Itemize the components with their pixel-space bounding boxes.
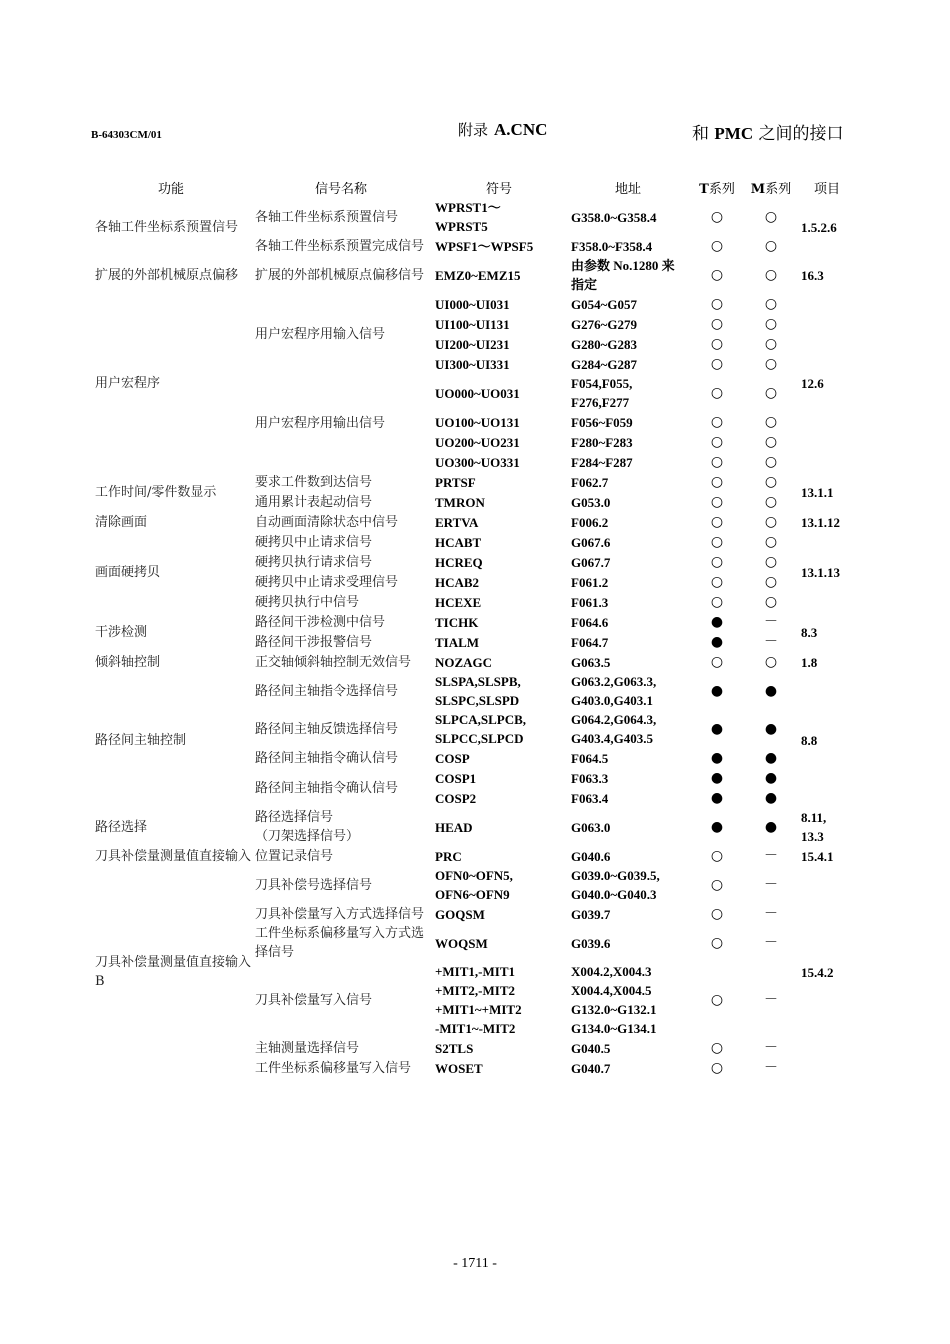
m-series-cell: － xyxy=(764,1059,778,1076)
address-cell: G040.5 xyxy=(571,1040,611,1056)
table-row xyxy=(91,198,857,236)
address-cell: F056~F059 xyxy=(571,414,633,430)
symbol-cell: TICHK xyxy=(435,614,479,630)
table-row xyxy=(91,652,857,672)
address-cell: G040.6 xyxy=(571,848,611,864)
table-body xyxy=(91,198,857,1078)
section-heading-suffix: 之间的接口 xyxy=(758,124,844,144)
t-series-cell: ○ xyxy=(710,433,724,450)
address-cell: F284~F287 xyxy=(571,454,633,470)
address-cell: F063.3 xyxy=(571,770,609,786)
t-series-cell: ○ xyxy=(710,1059,724,1076)
m-series-cell: ● xyxy=(764,682,778,699)
t-series-cell: ○ xyxy=(710,513,724,530)
signal-name-cell: 通用累计表起动信号 xyxy=(255,494,373,510)
column-header-signal-name: 信号名称 xyxy=(314,181,367,197)
m-series-cell: － xyxy=(764,847,778,864)
table-row xyxy=(91,672,857,710)
t-series-cell: ○ xyxy=(710,493,724,510)
appendix-label: 附录 xyxy=(458,121,489,139)
address-cell: F064.5 xyxy=(571,750,609,766)
function-cell: 路径间主轴控制 xyxy=(95,732,187,748)
t-series-cell: ● xyxy=(710,633,724,650)
t-series-cell: ○ xyxy=(710,653,724,670)
address-cell: G284~G287 xyxy=(571,356,637,372)
address-cell: G067.6 xyxy=(571,534,611,550)
symbol-cell: HCEXE xyxy=(435,594,482,610)
signal-name-cell: 工件坐标系偏移量写入信号 xyxy=(255,1060,412,1076)
symbol-cell: COSP2 xyxy=(435,790,477,806)
t-series-cell: ○ xyxy=(710,1039,724,1056)
symbol-cell: NOZAGC xyxy=(435,654,493,670)
symbol-cell: UI000~UI031 xyxy=(435,296,510,312)
column-header-address: 地址 xyxy=(614,181,641,197)
appendix-title: A.CNC xyxy=(494,120,548,139)
m-series-cell: ○ xyxy=(764,433,778,450)
address-cell: 由参数 No.1280 来 指定 xyxy=(571,258,675,292)
signal-name-cell: 硬拷贝中止请求受理信号 xyxy=(255,574,399,590)
signal-name-cell: 扩展的外部机械原点偏移信号 xyxy=(255,267,425,283)
t-series-cell: ○ xyxy=(710,553,724,570)
function-cell: 刀具补偿量测量值直接输入 B xyxy=(95,955,252,989)
signal-name-cell: 位置记录信号 xyxy=(255,848,334,864)
t-series-cell: ● xyxy=(710,818,724,835)
symbol-cell: ERTVA xyxy=(435,514,479,530)
t-series-cell: ● xyxy=(710,720,724,737)
function-cell: 各轴工件坐标系预置信号 xyxy=(95,219,239,235)
column-header-t-series xyxy=(689,176,745,198)
symbol-cell: COSP xyxy=(435,750,470,766)
address-cell: F280~F283 xyxy=(571,434,633,450)
address-cell: F064.7 xyxy=(571,634,609,650)
m-series-cell: ○ xyxy=(764,208,778,225)
signal-name-cell: 用户宏程序用输入信号 xyxy=(255,326,386,342)
table-row xyxy=(91,256,857,294)
function-cell: 画面硬拷贝 xyxy=(95,564,161,580)
m-series-cell: ○ xyxy=(764,493,778,510)
address-cell: X004.2,X004.3 X004.4,X004.5 G132.0~G132.1 G134.0~G134.1 xyxy=(571,964,657,1036)
address-cell: G063.5 xyxy=(571,654,611,670)
t-series-cell: ○ xyxy=(710,533,724,550)
address-cell: G067.7 xyxy=(571,554,611,570)
m-series-cell: － xyxy=(764,613,778,630)
section-heading xyxy=(692,119,844,144)
signal-name-cell: 路径间主轴指令确认信号 xyxy=(255,750,399,766)
address-cell: F061.3 xyxy=(571,594,609,610)
m-series-cell: ● xyxy=(764,769,778,786)
m-series-cell: ○ xyxy=(764,473,778,490)
m-series-cell: ○ xyxy=(764,295,778,312)
symbol-cell: UI300~UI331 xyxy=(435,356,510,372)
symbol-cell: +MIT1,-MIT1 +MIT2,-MIT2 +MIT1~+MIT2 -MIT1~-MIT2 xyxy=(435,964,522,1036)
m-series-cell: ● xyxy=(764,818,778,835)
symbol-cell: PRTSF xyxy=(435,474,476,490)
t-series-cell: ● xyxy=(710,613,724,630)
signal-name-cell: 刀具补偿量写入方式选择信号 xyxy=(255,906,425,922)
function-cell: 工作时间/零件数显示 xyxy=(95,484,217,500)
signal-name-cell: 刀具补偿号选择信号 xyxy=(255,877,373,893)
address-cell: F358.0~F358.4 xyxy=(571,238,653,254)
signal-name-cell: 硬拷贝中止请求信号 xyxy=(255,534,373,550)
signal-name-cell: 刀具补偿量写入信号 xyxy=(255,992,373,1008)
column-header-function: 功能 xyxy=(157,181,184,197)
t-series-cell: ○ xyxy=(710,335,724,352)
address-cell: G039.0~G039.5, G040.0~G040.3 xyxy=(571,868,660,902)
symbol-cell: UO300~UO331 xyxy=(435,454,520,470)
m-series-cell: ○ xyxy=(764,315,778,332)
signal-name-cell: 要求工件数到达信号 xyxy=(255,474,373,490)
m-series-cell: － xyxy=(764,876,778,893)
address-cell: G358.0~G358.4 xyxy=(571,209,657,225)
signal-name-cell: 工件坐标系偏移量写入方式选择信号 xyxy=(255,926,425,960)
signal-name-cell: 正交轴倾斜轴控制无效信号 xyxy=(255,654,412,670)
function-cell: 扩展的外部机械原点偏移 xyxy=(95,267,239,283)
table-row xyxy=(91,846,857,866)
item-cell: 1.5.2.6 xyxy=(801,219,837,235)
signal-name-cell: 硬拷贝执行请求信号 xyxy=(255,554,373,570)
address-cell: F062.7 xyxy=(571,474,609,490)
address-cell: G040.7 xyxy=(571,1060,611,1076)
t-series-cell: ○ xyxy=(710,876,724,893)
m-series-cell: － xyxy=(764,905,778,922)
address-cell: F064.6 xyxy=(571,614,609,630)
t-series-cell: ○ xyxy=(710,847,724,864)
t-series-cell: ○ xyxy=(710,295,724,312)
t-series-cell: ○ xyxy=(710,266,724,283)
symbol-cell: UI100~UI131 xyxy=(435,316,510,332)
m-series-cell: ○ xyxy=(764,553,778,570)
symbol-cell: SLSPA,SLSPB, SLSPC,SLSPD xyxy=(435,674,521,708)
t-series-cell: ○ xyxy=(710,473,724,490)
function-cell: 清除画面 xyxy=(95,514,148,530)
signal-name-cell: 路径间干涉检测中信号 xyxy=(255,614,386,630)
address-cell: F063.4 xyxy=(571,790,609,806)
m-series-cell: ○ xyxy=(764,355,778,372)
address-cell: G280~G283 xyxy=(571,336,637,352)
t-series-cell: ● xyxy=(710,789,724,806)
table-row xyxy=(91,866,857,904)
signal-name-cell: 自动画面清除状态中信号 xyxy=(255,514,399,530)
table-row xyxy=(91,294,857,314)
t-series-cell: ○ xyxy=(710,315,724,332)
symbol-cell: EMZ0~EMZ15 xyxy=(435,267,521,283)
m-series-letter: M xyxy=(750,181,766,197)
appendix-heading xyxy=(458,119,547,140)
item-cell: 16.3 xyxy=(801,267,824,283)
item-cell: 8.11, 13.3 xyxy=(801,810,827,844)
m-series-cell: ● xyxy=(764,789,778,806)
column-header-m-series xyxy=(745,176,797,198)
address-cell: G063.0 xyxy=(571,819,611,835)
t-series-cell: ○ xyxy=(710,573,724,590)
item-cell: 13.1.12 xyxy=(801,514,840,530)
m-series-cell: ○ xyxy=(764,453,778,470)
symbol-cell: PRC xyxy=(435,848,462,864)
m-series-cell: － xyxy=(764,934,778,951)
function-cell: 用户宏程序 xyxy=(95,375,161,391)
item-cell: 13.1.1 xyxy=(801,484,834,500)
signal-name-cell: 路径间干涉报警信号 xyxy=(255,634,373,650)
table-row xyxy=(91,612,857,632)
t-series-cell: ○ xyxy=(710,384,724,401)
signal-name-cell: 主轴测量选择信号 xyxy=(255,1040,360,1056)
symbol-cell: HCABT xyxy=(435,534,482,550)
symbol-cell: GOQSM xyxy=(435,906,485,922)
t-series-letter: T xyxy=(699,181,709,197)
symbol-cell: TIALM xyxy=(435,634,480,650)
t-series-cell: ○ xyxy=(710,413,724,430)
signal-name-cell: 硬拷贝执行中信号 xyxy=(255,594,360,610)
symbol-cell: WPRST1～ WPRST5 xyxy=(435,200,501,234)
t-series-cell: ○ xyxy=(710,208,724,225)
m-series-cell: ○ xyxy=(764,413,778,430)
address-cell: G054~G057 xyxy=(571,296,637,312)
item-cell: 8.8 xyxy=(801,732,818,748)
m-series-cell: ○ xyxy=(764,593,778,610)
m-series-cell: ○ xyxy=(764,573,778,590)
t-series-cell: ○ xyxy=(710,905,724,922)
m-series-cell: － xyxy=(764,991,778,1008)
signal-name-cell: 各轴工件坐标系预置完成信号 xyxy=(255,238,425,254)
address-cell: F061.2 xyxy=(571,574,609,590)
m-series-cell: ○ xyxy=(764,335,778,352)
t-series-cell: ○ xyxy=(710,237,724,254)
symbol-cell: HCAB2 xyxy=(435,574,480,590)
m-series-word: 系列 xyxy=(765,181,792,197)
symbol-cell: TMRON xyxy=(435,494,485,510)
address-cell: F006.2 xyxy=(571,514,609,530)
function-cell: 路径选择 xyxy=(95,819,148,835)
m-series-cell: ● xyxy=(764,749,778,766)
symbol-cell: WOQSM xyxy=(435,935,488,951)
m-series-cell: － xyxy=(764,1039,778,1056)
symbol-cell: SLPCA,SLPCB, SLPCC,SLPCD xyxy=(435,712,527,746)
symbol-cell: UO100~UO131 xyxy=(435,414,520,430)
symbol-cell: HCREQ xyxy=(435,554,483,570)
column-header-symbol: 符号 xyxy=(485,181,512,197)
section-heading-pmc: PMC xyxy=(714,124,754,143)
section-heading-prefix: 和 xyxy=(692,124,709,144)
t-series-cell: ○ xyxy=(710,593,724,610)
function-cell: 倾斜轴控制 xyxy=(95,654,161,670)
signal-name-cell: 路径间主轴指令选择信号 xyxy=(255,683,399,699)
function-cell: 干涉检测 xyxy=(95,624,148,640)
symbol-cell: WPSF1～WPSF5 xyxy=(435,238,534,254)
address-cell: F054,F055, F276,F277 xyxy=(571,376,633,410)
t-series-cell: ○ xyxy=(710,934,724,951)
address-cell: G053.0 xyxy=(571,494,611,510)
m-series-cell: ○ xyxy=(764,533,778,550)
table-row xyxy=(91,808,857,846)
m-series-cell: ○ xyxy=(764,237,778,254)
t-series-cell: ● xyxy=(710,749,724,766)
signal-name-cell: 路径间主轴反馈选择信号 xyxy=(255,721,399,737)
t-series-cell: ○ xyxy=(710,453,724,470)
page-number: - 1711 - xyxy=(453,1256,497,1271)
signal-name-cell: 路径间主轴指令确认信号 xyxy=(255,780,399,796)
table-header-row xyxy=(91,176,857,198)
address-cell: G039.7 xyxy=(571,906,611,922)
address-cell: G276~G279 xyxy=(571,316,637,332)
m-series-cell: ○ xyxy=(764,653,778,670)
item-cell: 13.1.13 xyxy=(801,564,840,580)
t-series-cell: ○ xyxy=(710,355,724,372)
symbol-cell: UO000~UO031 xyxy=(435,385,520,401)
symbol-cell: WOSET xyxy=(435,1060,483,1076)
column-header-item: 项目 xyxy=(813,181,840,197)
symbol-cell: UI200~UI231 xyxy=(435,336,510,352)
item-cell: 15.4.2 xyxy=(801,964,834,980)
signal-table xyxy=(91,176,857,1078)
signal-name-cell: 用户宏程序用输出信号 xyxy=(255,415,386,431)
item-cell: 15.4.1 xyxy=(801,848,834,864)
m-series-cell: ○ xyxy=(764,266,778,283)
symbol-cell: HEAD xyxy=(435,819,473,835)
symbol-cell: OFN0~OFN5, OFN6~OFN9 xyxy=(435,868,513,902)
document-code: B-64303CM/01 xyxy=(91,129,162,141)
m-series-cell: ○ xyxy=(764,513,778,530)
symbol-cell: UO200~UO231 xyxy=(435,434,520,450)
signal-name-cell: 各轴工件坐标系预置信号 xyxy=(255,209,399,225)
address-cell: G063.2,G063.3, G403.0,G403.1 xyxy=(571,674,657,708)
m-series-cell: ○ xyxy=(764,384,778,401)
t-series-cell: ○ xyxy=(710,991,724,1008)
address-cell: G039.6 xyxy=(571,935,611,951)
item-cell: 1.8 xyxy=(801,654,818,670)
table-row xyxy=(91,532,857,552)
t-series-cell: ● xyxy=(710,682,724,699)
symbol-cell: S2TLS xyxy=(435,1040,474,1056)
t-series-cell: ● xyxy=(710,769,724,786)
item-cell: 12.6 xyxy=(801,375,824,391)
m-series-cell: － xyxy=(764,633,778,650)
table-row xyxy=(91,472,857,492)
t-series-word: 系列 xyxy=(708,181,735,197)
item-cell: 8.3 xyxy=(801,624,818,640)
function-cell: 刀具补偿量测量值直接输入 xyxy=(95,848,252,864)
symbol-cell: COSP1 xyxy=(435,770,477,786)
address-cell: G064.2,G064.3, G403.4,G403.5 xyxy=(571,712,657,746)
m-series-cell: ● xyxy=(764,720,778,737)
table-row xyxy=(91,512,857,532)
signal-name-cell: 路径选择信号 （刀架选择信号） xyxy=(255,810,360,844)
